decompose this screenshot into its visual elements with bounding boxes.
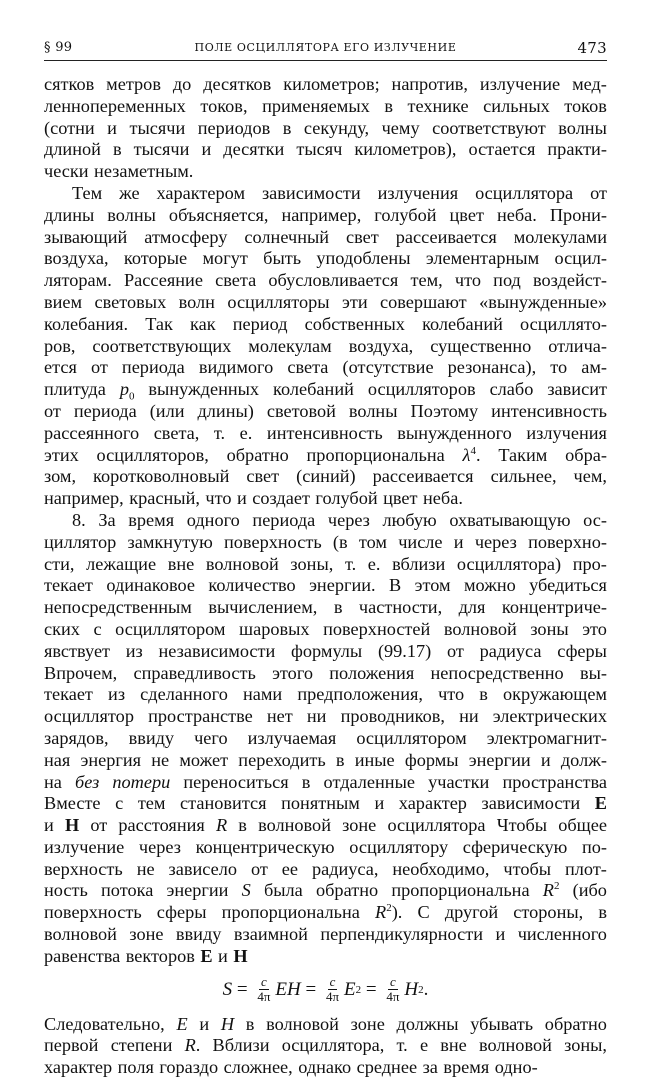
chapter-title: ПОЛЕ ОСЦИЛЛЯТОРА ЕГО ИЗЛУЧЕНИЕ [194,41,457,54]
text-line: длиной в тысячи и десятки тысяч километров), остается практи- [44,139,607,160]
text-line: леннопеременных токов, применяемых в технике сильных токов [44,95,607,116]
text-line: текает из сделанного нами предположения, что в окружающем [44,684,607,705]
page-number: 473 [577,39,607,57]
text-line: равенства векторов E и H [44,945,248,966]
text-line: осциллятор пространстве нет ни проводников, ни электрических [44,706,607,727]
text-line: излучение через концентрическую осциллятору сферическую по- [44,836,607,857]
text-line: явствует из независимости формулы (99.17) от радиуса сферы [44,640,607,661]
poynting-formula: S = $\frac{c}{4\pi}$ EH = $\frac{c}{4\pi}$ E 2 = $\frac{c}{4\pi}$ H 2 . [222,974,429,1005]
text-line: на без потери переноситься в отдаленные участки пространства [44,771,607,792]
text-line: волновой зоне ввиду взаимной перпендикулярности и численного [44,924,607,945]
text-line: например, красный, что и создает голубой цвет неба. [44,488,463,509]
text-line: этих осцилляторов, обратно пропорциональна $\lambda^4$. Таким обра- [44,444,607,465]
text-line: плитуда $p_0$ вынужденных колебаний осцилляторов слабо зависит [44,379,607,403]
text-line: от периода (или длины) световой волны Поэтому интенсивность [44,400,607,421]
running-header [44,38,607,61]
text-line: текает одинаковое количество энергии. В этом можно убедиться [44,575,607,596]
text-line: сти, лежащие вне волновой зоны, т. е. вблизи осциллятора) про- [44,553,607,574]
text-line: длины волны объясняется, например, голубой цвет неба. Прони- [44,204,607,225]
text-line: колебания. Так как период собственных колебаний осциллято- [44,313,607,334]
text-line: воздуха, которые могут быть уподоблены элементарным осцил- [44,248,607,269]
text-line: циллятор замкнутую поверхность (в том числе и через поверхно- [44,531,607,552]
text-line: ная энергия не может переходить в иные формы энергии и долж- [44,749,607,770]
text-line: ляторам. Рассеяние света обусловливается тем, что под воздейст- [44,270,607,291]
text-line: зывающий атмосферу солнечный свет рассеивается молекулами [44,226,607,247]
text-line: Вместе с тем становится понятным и характер зависимости E [44,793,607,814]
text-line: зарядов, ввиду чего излучаемая осциллятором электромагнит- [44,727,607,748]
text-line: и H от расстояния R в волновой зоне осциллятора Чтобы общее [44,815,607,836]
text-line: зом, коротковолновый свет (синий) рассеивается сильнее, чем, [44,466,607,487]
text-line: Тем же характером зависимости излучения осциллятора от [72,182,607,203]
text-line: ров, соответствующих молекулам воздуха, существенно отлича- [44,335,607,356]
text-line: поверхность сферы пропорциональна $R^2$). С другой стороны, в [44,902,607,923]
text-line: чески незаметным. [44,161,194,182]
text-line: 8. За время одного периода через любую охватывающую ос- [72,509,607,530]
text-line: характер поля гораздо сложнее, однако среднее за время одно- [44,1057,538,1078]
text-line: верхность не зависело от ее радиуса, необходимо, чтобы плот- [44,858,607,879]
text-line: первой степени R. Вблизи осциллятора, т. е вне волновой зоны, [44,1035,607,1056]
text-line: Впрочем, справедливость этого положения непосредственно вы- [44,662,607,683]
text-line: сятков метров до десятков километров; напротив, излучение мед- [44,74,607,94]
text-line: ность потока энергии S была обратно пропорциональна $R^2$ (ибо [44,880,607,901]
text-line: вием световых волн осцилляторы эти совершают «вынужденные» [44,291,607,312]
text-line: ских с осциллятором шаровых поверхностей волновой зоны это [44,618,607,639]
text-line: ется от периода видимого света (отсутствие резонанса), то ам- [44,357,607,378]
section-number: § 99 [44,40,73,55]
page-body [44,74,607,1079]
text-line: рассеянного света, т. е. интенсивность вынужденного излучения [44,422,607,443]
text-line: Следовательно, E и H в волновой зоне должны убывать обратно [44,1013,607,1034]
text-line: (сотни и тысячи периодов в секунду, чему соответствуют волны [44,117,607,138]
text-line: непосредственным вычислением, в частности, для концентриче- [44,597,607,618]
